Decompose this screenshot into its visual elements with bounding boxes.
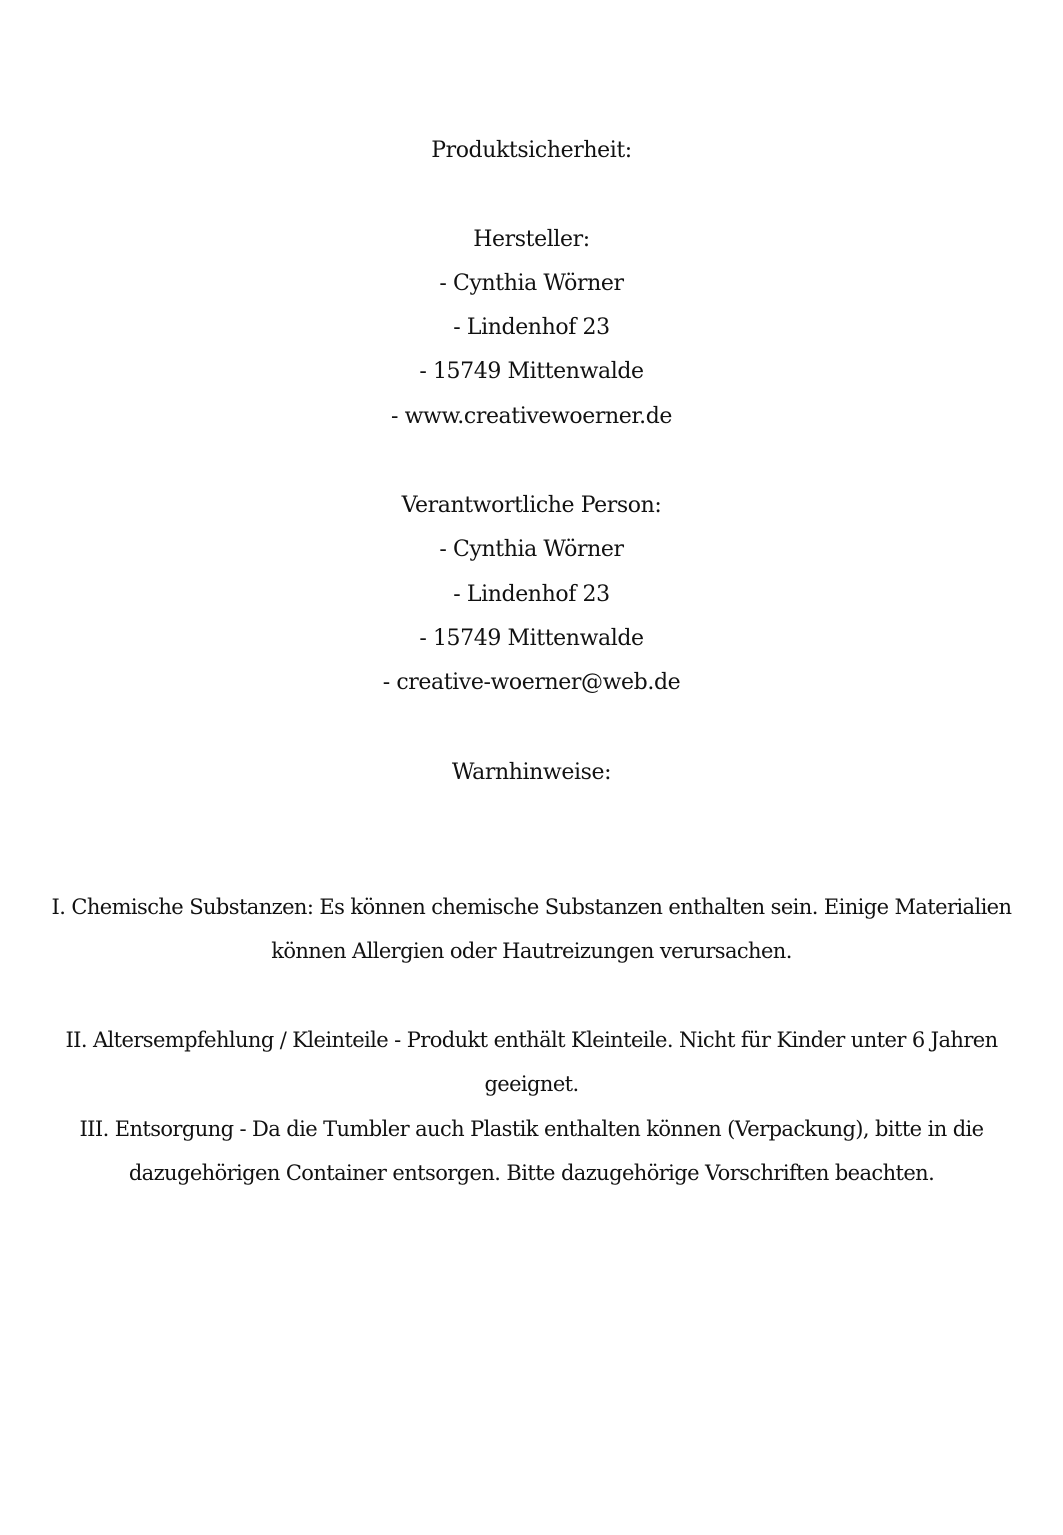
responsible-person-heading: Verantwortliche Person:	[401, 493, 662, 518]
manufacturer-street: - Lindenhof 23	[453, 315, 610, 340]
safety-title: Produktsicherheit:	[431, 138, 632, 163]
responsible-person-name: - Cynthia Wörner	[439, 537, 624, 562]
manufacturer-website: - www.creativewoerner.de	[391, 404, 672, 429]
warning-item-disposal: III. Entsorgung - Da die Tumbler auch Plastik enthalten können (Verpackung), bitte in die dazugehörigen Container entsorgen. Bitte dazugehörige Vorschriften beachten.	[79, 1117, 984, 1185]
manufacturer-name: - Cynthia Wörner	[439, 271, 624, 296]
warning-item-small-parts: II. Altersempfehlung / Kleinteile - Produkt enthält Kleinteile. Nicht für Kinder unter 6 Jahren geeignet.	[65, 1028, 998, 1096]
responsible-person-street: - Lindenhof 23	[453, 582, 610, 607]
manufacturer-city: - 15749 Mittenwalde	[419, 359, 644, 384]
manufacturer-heading: Hersteller:	[473, 227, 590, 252]
responsible-person-email: - creative-woerner@web.de	[382, 670, 681, 695]
warnings-heading: Warnhinweise:	[451, 760, 612, 785]
responsible-person-city: - 15749 Mittenwalde	[419, 626, 644, 651]
warning-item-chemicals: I. Chemische Substanzen: Es können chemische Substanzen enthalten sein. Einige Materialien können Allergien oder Hautreizungen verursachen.	[51, 895, 1012, 963]
